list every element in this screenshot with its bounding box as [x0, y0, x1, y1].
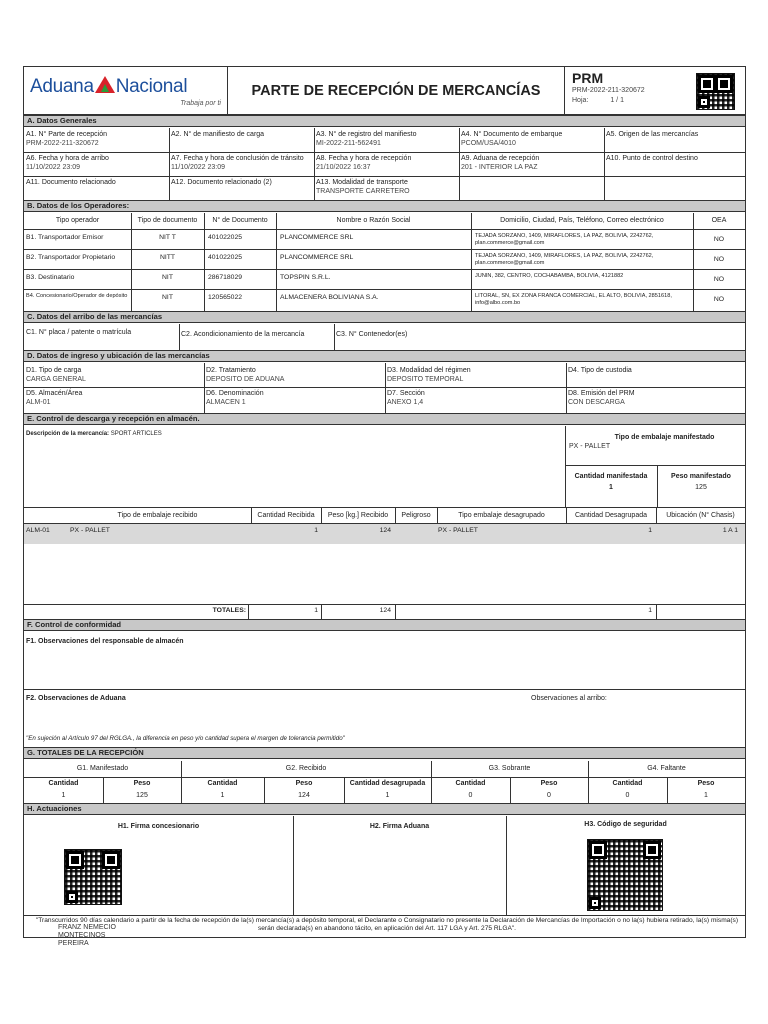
total-peso: 124 — [379, 607, 391, 614]
g2-cantidad-desagrupada-header: Cantidad desagrupada — [349, 780, 426, 787]
g3-cantidad-value: 0 — [468, 792, 473, 799]
group-sobrante: G3. Sobrante — [488, 765, 531, 772]
g2-cantidad-desagrupada-value: 1 — [385, 792, 390, 799]
g4-peso-header: Peso — [697, 780, 715, 787]
field-a13: A13. Modalidad de transporte TRANSPORTE CARRETERO — [316, 179, 410, 195]
abandono-notice: "Transcurridos 90 días calendario a partir de la fecha de recepción de la(s) mercancía(s) a depósito temporal, el Declarante o Consignatario no presente la Declaración de Mercancías de Importación o no la(s) hubiera retirado, la(s) misma(s) serán declarada(s) en abandono tácito, en aplicación del Art. 117 LGA y Art. 275 RLGA". — [35, 917, 739, 932]
table-row: ALM-01 PX - PALLET 1 124 PX - PALLET 1 1 A 1 — [24, 524, 745, 544]
col-domicilio: Domicilio, Ciudad, País, Teléfono, Correo electrónico — [500, 217, 664, 224]
cantidad-manifestada-label: Cantidad manifestada — [574, 473, 648, 480]
aduana-logo: Aduana Nacional Trabaja por ti — [24, 67, 228, 115]
field-a1: A1. N° Parte de recepción PRM-2022-211-320672 — [26, 131, 108, 147]
field-d1: D1. Tipo de carga CARGA GENERAL — [26, 367, 86, 383]
g4-cantidad-header: Cantidad — [612, 780, 643, 787]
g3-peso-header: Peso — [540, 780, 558, 787]
field-d4: D4. Tipo de custodia — [568, 367, 632, 374]
field-d6: D6. Denominación ALMACEN 1 — [206, 390, 264, 406]
field-d3: D3. Modalidad del régimen DEPOSITO TEMPORAL — [387, 367, 471, 383]
col-embalaje-desagrupado: Tipo embalaje desagrupado — [458, 512, 545, 519]
embalaje-manifestado-label: Tipo de embalaje manifestado — [614, 434, 715, 441]
g2-peso-value: 124 — [298, 792, 310, 799]
security-qr-code-icon — [587, 839, 663, 911]
firma-aduana-label: H2. Firma Aduana — [369, 823, 430, 830]
document-frame: Aduana Nacional Trabaja por ti PARTE DE RECEPCIÓN DE MERCANCÍAS PRM PRM-2022-211-320672 Hoja: 1 / 1 A. Datos Generales A1. N° Parte de recepción PRM-2022-211-320672 A2. N° de manifiesto de carga A3. N° de registro del manifiesto MI-2022-211-562491 A4. N° Documento de embarque PCOM/USA/4010 A5. Origen de las mercancías A6. Fecha y hora de arribo 11/10/2022 23:09 A7. Fecha y hora de conclusión de tránsito 11/10/2022 23:09 A8. Fecha y hora de recepción 21/10/2022 16:37 A9. Aduana de recepción 201 - INTERIOR LA PAZ A10. Punto de control destino A11. Documento relacionado A12. Documento relacionado (2) A13. Modalidad de transporte TRANSPORTE CARRETERO B. Datos de los Operadores: Tipo operador Tipo de documento N° de Documento Nombre o Razón Social Domicilio, Ciudad, País, Teléfono, Correo electrónico OEA B1. Transportador Emisor NIT T 401022025 PLANCOMMERCE SRL TEJADA SORZANO, 1409, MIRAFLORES, LA PAZ, BOLIVIA, 2242762, plan.commerce@gmail.com NO B2. Transportador Propietario NITT 401022025 PLANCOMMERCE SRL TEJADA SORZANO, 1409, MIRAFLORES, LA PAZ, BOLIVIA, 2242762, plan.commerce@gmail.com NO B3. Destinatario NIT 286718029 TOPSPIN S.R.L. JUNIN, 382, CENTRO, COCHABAMBA, BOLIVIA, 4121882 NO B4. Concesionario/Operador de depósito NIT 120565022 ALMACENERA BOLIVIANA S.A. LITORAL, SN, EX ZONA FRANCA COMERCIAL, EL ALTO, BOLIVIA, 2851618, info@albo.com.bo NO C. Datos del arribo de las mercancías C1. N° placa / patente o matrícula C2. Acondicionamiento de la mercancía C3. N° Contenedor(es) D. Datos de ingreso y ubicación de las mercancías D1. Tipo de carga CARGA GENERAL D2. Tratamiento DEPOSITO DE ADUANA D3. Modalidad del régimen DEPOSITO TEMPORAL D4. Tipo de custodia D5. Almacén/Área ALM-01 D6. Denominación ALMACEN 1 D7. Sección ANEXO 1,4 D8. Emisión del PRM CON DESCARGA E. Control de descarga y recepción en almacén. Descripción de la mercancía: SPORT ARTICLES Tipo de embalaje manifestado PX - PALLET Cantidad manifestada 1 Peso manifestado 125 Tipo de embalaje recibido Cantidad Recibida Peso [kg.] Recibido Peligroso Tipo embalaje desagrupado Cantidad Desagrupada Ubicación (N° Chasis) ALM-01 PX - PALLET 1 124 PX - PALLET 1 1 A 1 TOTALES: 1 124 1 F. Control de conformidad F1. Observaciones del responsable de almacén F2. Observaciones de Aduana Observaciones al arribo: "En sujeción al Artículo 97 del RGLGA., la diferencia en peso y/o cantidad supera el margen de tolerancia permitido" G. TOTALES DE LA RECEPCIÓN G1. Manifestado G2. Recibido G3. Sobrante G4. Faltante Cantidad Peso Cantidad Peso Cantidad desagrupada Cantidad Peso Cantidad Peso 1 125 1 124 1 0 0 0 1 H. Actuaciones H1. Firma concesionario H2. Firma Aduana H3. Código de seguridad — [23, 66, 746, 938]
section-a-title: A. Datos Generales — [24, 115, 745, 127]
field-a10: A10. Punto de control destino — [606, 155, 698, 162]
g1-cantidad-header: Cantidad — [48, 780, 79, 787]
field-d8: D8. Emisión del PRM CON DESCARGA — [568, 390, 635, 406]
total-cantidad: 1 — [314, 607, 318, 614]
totales-label: TOTALES: — [212, 607, 246, 614]
field-a8: A8. Fecha y hora de recepción 21/10/2022 16:37 — [316, 155, 412, 171]
codigo-seguridad-label: H3. Código de seguridad — [584, 821, 667, 828]
prm-box — [572, 70, 692, 104]
document-header — [24, 67, 745, 115]
col-num-documento: N° de Documento — [212, 217, 268, 224]
field-a2: A2. N° de manifiesto de carga — [171, 131, 265, 138]
col-embalaje-recibido: Tipo de embalaje recibido — [117, 512, 198, 519]
g3-cantidad-header: Cantidad — [455, 780, 486, 787]
section-h-title: H. Actuaciones — [24, 803, 745, 815]
col-oea: OEA — [711, 217, 727, 224]
field-a3: A3. N° de registro del manifiesto MI-2022-211-562491 — [316, 131, 417, 147]
field-c3: C3. N° Contenedor(es) — [336, 331, 408, 338]
g1-peso-value: 125 — [136, 792, 148, 799]
g1-cantidad-value: 1 — [61, 792, 66, 799]
g2-cantidad-value: 1 — [220, 792, 225, 799]
field-a5: A5. Origen de las mercancías — [606, 131, 699, 138]
col-cantidad-recibida: Cantidad Recibida — [257, 512, 315, 519]
g1-peso-header: Peso — [133, 780, 151, 787]
col-tipo-operador: Tipo operador — [55, 217, 100, 224]
g2-cantidad-header: Cantidad — [207, 780, 238, 787]
prm-number: PRM-2022-211-320672 — [572, 87, 645, 94]
section-d-title: D. Datos de ingreso y ubicación de las mercancías — [24, 350, 745, 362]
g4-cantidad-value: 0 — [625, 792, 630, 799]
firma-concesionario-label: H1. Firma concesionario — [117, 823, 200, 830]
section-g-title: G. TOTALES DE LA RECEPCIÓN — [24, 747, 745, 759]
tolerancia-nota: "En sujeción al Artículo 97 del RGLGA., la diferencia en peso y/o cantidad supera el margen de tolerancia permitido" — [26, 735, 345, 742]
field-d5: D5. Almacén/Área ALM-01 — [26, 390, 83, 406]
signer-name: FRANZ NEMECIO MONTECINOS PEREIRA — [58, 924, 116, 947]
field-d7: D7. Sección ANEXO 1,4 — [387, 390, 425, 406]
col-tipo-documento: Tipo de documento — [137, 217, 198, 224]
field-a9: A9. Aduana de recepción 201 - INTERIOR LA PAZ — [461, 155, 540, 171]
section-e-title: E. Control de descarga y recepción en almacén. — [24, 413, 745, 425]
field-a6: A6. Fecha y hora de arribo 11/10/2022 23:09 — [26, 155, 109, 171]
field-a4: A4. N° Documento de embarque PCOM/USA/4010 — [461, 131, 563, 147]
total-cantidad-desagrupada: 1 — [648, 607, 652, 614]
g3-peso-value: 0 — [547, 792, 551, 799]
field-a7: A7. Fecha y hora de conclusión de tránsito 11/10/2022 23:09 — [171, 155, 304, 171]
observaciones-almacen-label: F1. Observaciones del responsable de almacén — [26, 638, 184, 645]
observaciones-arribo-label: Observaciones al arribo: — [531, 695, 607, 702]
group-recibido: G2. Recibido — [285, 765, 327, 772]
page-title: PARTE DE RECEPCIÓN DE MERCANCÍAS — [228, 67, 565, 115]
peso-manifestado-value: 125 — [695, 484, 707, 491]
section-b-title: B. Datos de los Operadores: — [24, 200, 745, 212]
prm-label: PRM — [572, 70, 604, 86]
embalaje-manifestado-value: PX - PALLET — [569, 443, 611, 450]
hoja-label: Hoja: — [572, 97, 589, 104]
g2-peso-header: Peso — [295, 780, 313, 787]
logo-mark-icon — [95, 76, 115, 93]
group-faltante: G4. Faltante — [647, 765, 686, 772]
section-f-title: F. Control de conformidad — [24, 619, 745, 631]
mercancia-descripcion: Descripción de la mercancía: SPORT ARTICLES — [26, 431, 162, 437]
col-cantidad-desagrupada: Cantidad Desagrupada — [575, 512, 647, 519]
col-peso-recibido: Peso [kg.] Recibido — [327, 512, 389, 519]
observaciones-aduana-label: F2. Observaciones de Aduana — [26, 695, 126, 702]
field-c1: C1. N° placa / patente o matrícula — [26, 329, 132, 336]
field-c2: C2. Acondicionamiento de la mercancía — [181, 331, 305, 338]
col-ubicacion: Ubicación (N° Chasis) — [666, 512, 735, 519]
col-peligroso: Peligroso — [401, 512, 431, 519]
firma-qr-code-icon — [64, 849, 122, 905]
cantidad-manifestada-value: 1 — [609, 484, 613, 491]
hoja-value: 1 / 1 — [610, 97, 624, 104]
field-a11: A11. Documento relacionado — [26, 179, 116, 186]
col-nombre: Nombre o Razón Social — [336, 217, 411, 224]
section-c-title: C. Datos del arribo de las mercancías — [24, 311, 745, 323]
group-manifestado: G1. Manifestado — [76, 765, 129, 772]
logo-tagline: Trabaja por ti — [180, 100, 221, 107]
field-a12: A12. Documento relacionado (2) — [171, 179, 272, 186]
header-qr-code-icon — [696, 73, 735, 110]
peso-manifestado-label: Peso manifestado — [671, 473, 731, 480]
field-d2: D2. Tratamiento DEPOSITO DE ADUANA — [206, 367, 285, 383]
g4-peso-value: 1 — [704, 792, 708, 799]
